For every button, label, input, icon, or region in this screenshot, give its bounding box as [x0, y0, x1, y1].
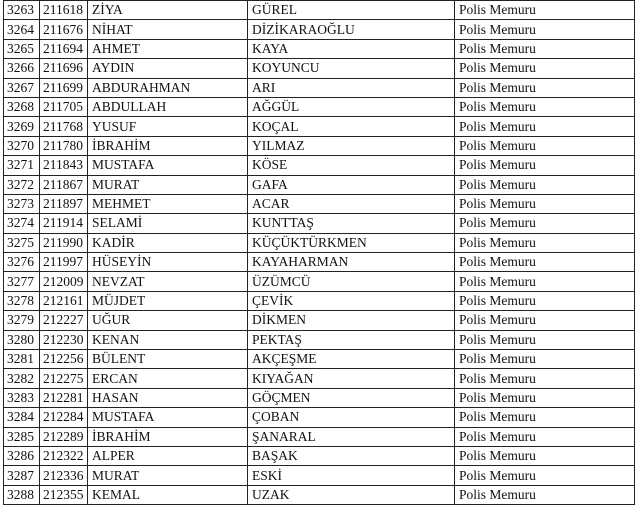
row-number-cell: 3270: [4, 136, 40, 155]
last-name-cell: KÖSE: [248, 156, 455, 175]
registry-number-cell: 212355: [40, 485, 88, 504]
table-row: [4, 97, 635, 116]
title-cell: Polis Memuru: [455, 59, 635, 78]
title-cell: Polis Memuru: [455, 485, 635, 504]
first-name-cell: MUSTAFA: [88, 156, 248, 175]
registry-number-cell: 211618: [40, 1, 88, 20]
title-cell: Polis Memuru: [455, 408, 635, 427]
table-row: [4, 311, 635, 330]
row-number-cell: 3288: [4, 485, 40, 504]
registry-number-cell: 211780: [40, 136, 88, 155]
table-row: [4, 330, 635, 349]
row-number-cell: 3263: [4, 1, 40, 20]
registry-number-cell: 211914: [40, 214, 88, 233]
table-row: [4, 214, 635, 233]
last-name-cell: ÇOBAN: [248, 408, 455, 427]
row-number-cell: 3276: [4, 253, 40, 272]
row-number-cell: 3269: [4, 117, 40, 136]
first-name-cell: ALPER: [88, 446, 248, 465]
title-cell: Polis Memuru: [455, 233, 635, 252]
table-row: [4, 136, 635, 155]
first-name-cell: NİHAT: [88, 20, 248, 39]
last-name-cell: ARI: [248, 78, 455, 97]
registry-number-cell: 212230: [40, 330, 88, 349]
title-cell: Polis Memuru: [455, 388, 635, 407]
title-cell: Polis Memuru: [455, 1, 635, 20]
row-number-cell: 3266: [4, 59, 40, 78]
last-name-cell: ACAR: [248, 194, 455, 213]
title-cell: Polis Memuru: [455, 350, 635, 369]
last-name-cell: GAFA: [248, 175, 455, 194]
title-cell: Polis Memuru: [455, 311, 635, 330]
registry-number-cell: 211843: [40, 156, 88, 175]
last-name-cell: YILMAZ: [248, 136, 455, 155]
row-number-cell: 3272: [4, 175, 40, 194]
last-name-cell: AKÇEŞME: [248, 350, 455, 369]
last-name-cell: KAYA: [248, 39, 455, 58]
title-cell: Polis Memuru: [455, 136, 635, 155]
registry-number-cell: 211768: [40, 117, 88, 136]
registry-number-cell: 211897: [40, 194, 88, 213]
last-name-cell: KOÇAL: [248, 117, 455, 136]
row-number-cell: 3274: [4, 214, 40, 233]
title-cell: Polis Memuru: [455, 39, 635, 58]
last-name-cell: ÇEVİK: [248, 291, 455, 310]
table-row: [4, 388, 635, 407]
row-number-cell: 3264: [4, 20, 40, 39]
row-number-cell: 3284: [4, 408, 40, 427]
table-row: [4, 233, 635, 252]
registry-number-cell: 212281: [40, 388, 88, 407]
table-row: [4, 446, 635, 465]
first-name-cell: MEHMET: [88, 194, 248, 213]
first-name-cell: ABDULLAH: [88, 97, 248, 116]
first-name-cell: YUSUF: [88, 117, 248, 136]
row-number-cell: 3287: [4, 466, 40, 485]
title-cell: Polis Memuru: [455, 369, 635, 388]
last-name-cell: DİKMEN: [248, 311, 455, 330]
last-name-cell: ÜZÜMCÜ: [248, 272, 455, 291]
title-cell: Polis Memuru: [455, 117, 635, 136]
first-name-cell: SELAMİ: [88, 214, 248, 233]
table-row: [4, 156, 635, 175]
row-number-cell: 3277: [4, 272, 40, 291]
last-name-cell: ESKİ: [248, 466, 455, 485]
first-name-cell: BÜLENT: [88, 350, 248, 369]
table-row: [4, 39, 635, 58]
title-cell: Polis Memuru: [455, 78, 635, 97]
table-row: [4, 272, 635, 291]
first-name-cell: KEMAL: [88, 485, 248, 504]
title-cell: Polis Memuru: [455, 272, 635, 291]
title-cell: Polis Memuru: [455, 466, 635, 485]
first-name-cell: UĞUR: [88, 311, 248, 330]
row-number-cell: 3281: [4, 350, 40, 369]
first-name-cell: MUSTAFA: [88, 408, 248, 427]
first-name-cell: ZİYA: [88, 1, 248, 20]
row-number-cell: 3271: [4, 156, 40, 175]
title-cell: Polis Memuru: [455, 253, 635, 272]
table-row: [4, 59, 635, 78]
row-number-cell: 3280: [4, 330, 40, 349]
last-name-cell: ŞANARAL: [248, 427, 455, 446]
registry-number-cell: 211696: [40, 59, 88, 78]
registry-number-cell: 212322: [40, 446, 88, 465]
title-cell: Polis Memuru: [455, 214, 635, 233]
row-number-cell: 3283: [4, 388, 40, 407]
row-number-cell: 3279: [4, 311, 40, 330]
last-name-cell: GÖÇMEN: [248, 388, 455, 407]
registry-number-cell: 211705: [40, 97, 88, 116]
registry-number-cell: 211699: [40, 78, 88, 97]
table-row: [4, 253, 635, 272]
last-name-cell: GÜREL: [248, 1, 455, 20]
registry-number-cell: 212275: [40, 369, 88, 388]
first-name-cell: İBRAHİM: [88, 136, 248, 155]
last-name-cell: KUNTTAŞ: [248, 214, 455, 233]
table-row: [4, 427, 635, 446]
first-name-cell: AHMET: [88, 39, 248, 58]
last-name-cell: PEKTAŞ: [248, 330, 455, 349]
row-number-cell: 3267: [4, 78, 40, 97]
title-cell: Polis Memuru: [455, 156, 635, 175]
table-row: [4, 175, 635, 194]
row-number-cell: 3273: [4, 194, 40, 213]
table-row: [4, 466, 635, 485]
row-number-cell: 3275: [4, 233, 40, 252]
table-row: [4, 369, 635, 388]
registry-number-cell: 211997: [40, 253, 88, 272]
registry-number-cell: 212161: [40, 291, 88, 310]
row-number-cell: 3278: [4, 291, 40, 310]
first-name-cell: AYDIN: [88, 59, 248, 78]
table-row: [4, 20, 635, 39]
table-row: [4, 350, 635, 369]
first-name-cell: İBRAHİM: [88, 427, 248, 446]
title-cell: Polis Memuru: [455, 97, 635, 116]
first-name-cell: HASAN: [88, 388, 248, 407]
title-cell: Polis Memuru: [455, 330, 635, 349]
title-cell: Polis Memuru: [455, 175, 635, 194]
first-name-cell: MURAT: [88, 466, 248, 485]
first-name-cell: ABDURAHMAN: [88, 78, 248, 97]
table-row: [4, 291, 635, 310]
registry-number-cell: 211990: [40, 233, 88, 252]
last-name-cell: UZAK: [248, 485, 455, 504]
registry-number-cell: 211694: [40, 39, 88, 58]
registry-number-cell: 212289: [40, 427, 88, 446]
row-number-cell: 3265: [4, 39, 40, 58]
registry-number-cell: 211867: [40, 175, 88, 194]
registry-number-cell: 211676: [40, 20, 88, 39]
table-row: [4, 117, 635, 136]
table-row: [4, 194, 635, 213]
registry-number-cell: 212284: [40, 408, 88, 427]
last-name-cell: KOYUNCU: [248, 59, 455, 78]
registry-number-cell: 212227: [40, 311, 88, 330]
first-name-cell: NEVZAT: [88, 272, 248, 291]
personnel-table: [3, 0, 635, 505]
row-number-cell: 3286: [4, 446, 40, 465]
title-cell: Polis Memuru: [455, 291, 635, 310]
table-row: [4, 1, 635, 20]
last-name-cell: KAYAHARMAN: [248, 253, 455, 272]
first-name-cell: MURAT: [88, 175, 248, 194]
first-name-cell: KADİR: [88, 233, 248, 252]
table-row: [4, 408, 635, 427]
registry-number-cell: 212009: [40, 272, 88, 291]
registry-number-cell: 212256: [40, 350, 88, 369]
last-name-cell: BAŞAK: [248, 446, 455, 465]
title-cell: Polis Memuru: [455, 427, 635, 446]
first-name-cell: ERCAN: [88, 369, 248, 388]
title-cell: Polis Memuru: [455, 20, 635, 39]
row-number-cell: 3285: [4, 427, 40, 446]
last-name-cell: KÜÇÜKTÜRKMEN: [248, 233, 455, 252]
title-cell: Polis Memuru: [455, 194, 635, 213]
first-name-cell: KENAN: [88, 330, 248, 349]
title-cell: Polis Memuru: [455, 446, 635, 465]
row-number-cell: 3268: [4, 97, 40, 116]
personnel-table-body: [4, 1, 635, 505]
last-name-cell: DİZİKARAOĞLU: [248, 20, 455, 39]
row-number-cell: 3282: [4, 369, 40, 388]
registry-number-cell: 212336: [40, 466, 88, 485]
first-name-cell: HÜSEYİN: [88, 253, 248, 272]
table-row: [4, 78, 635, 97]
last-name-cell: KIYAĞAN: [248, 369, 455, 388]
last-name-cell: AĞGÜL: [248, 97, 455, 116]
first-name-cell: MÜJDET: [88, 291, 248, 310]
